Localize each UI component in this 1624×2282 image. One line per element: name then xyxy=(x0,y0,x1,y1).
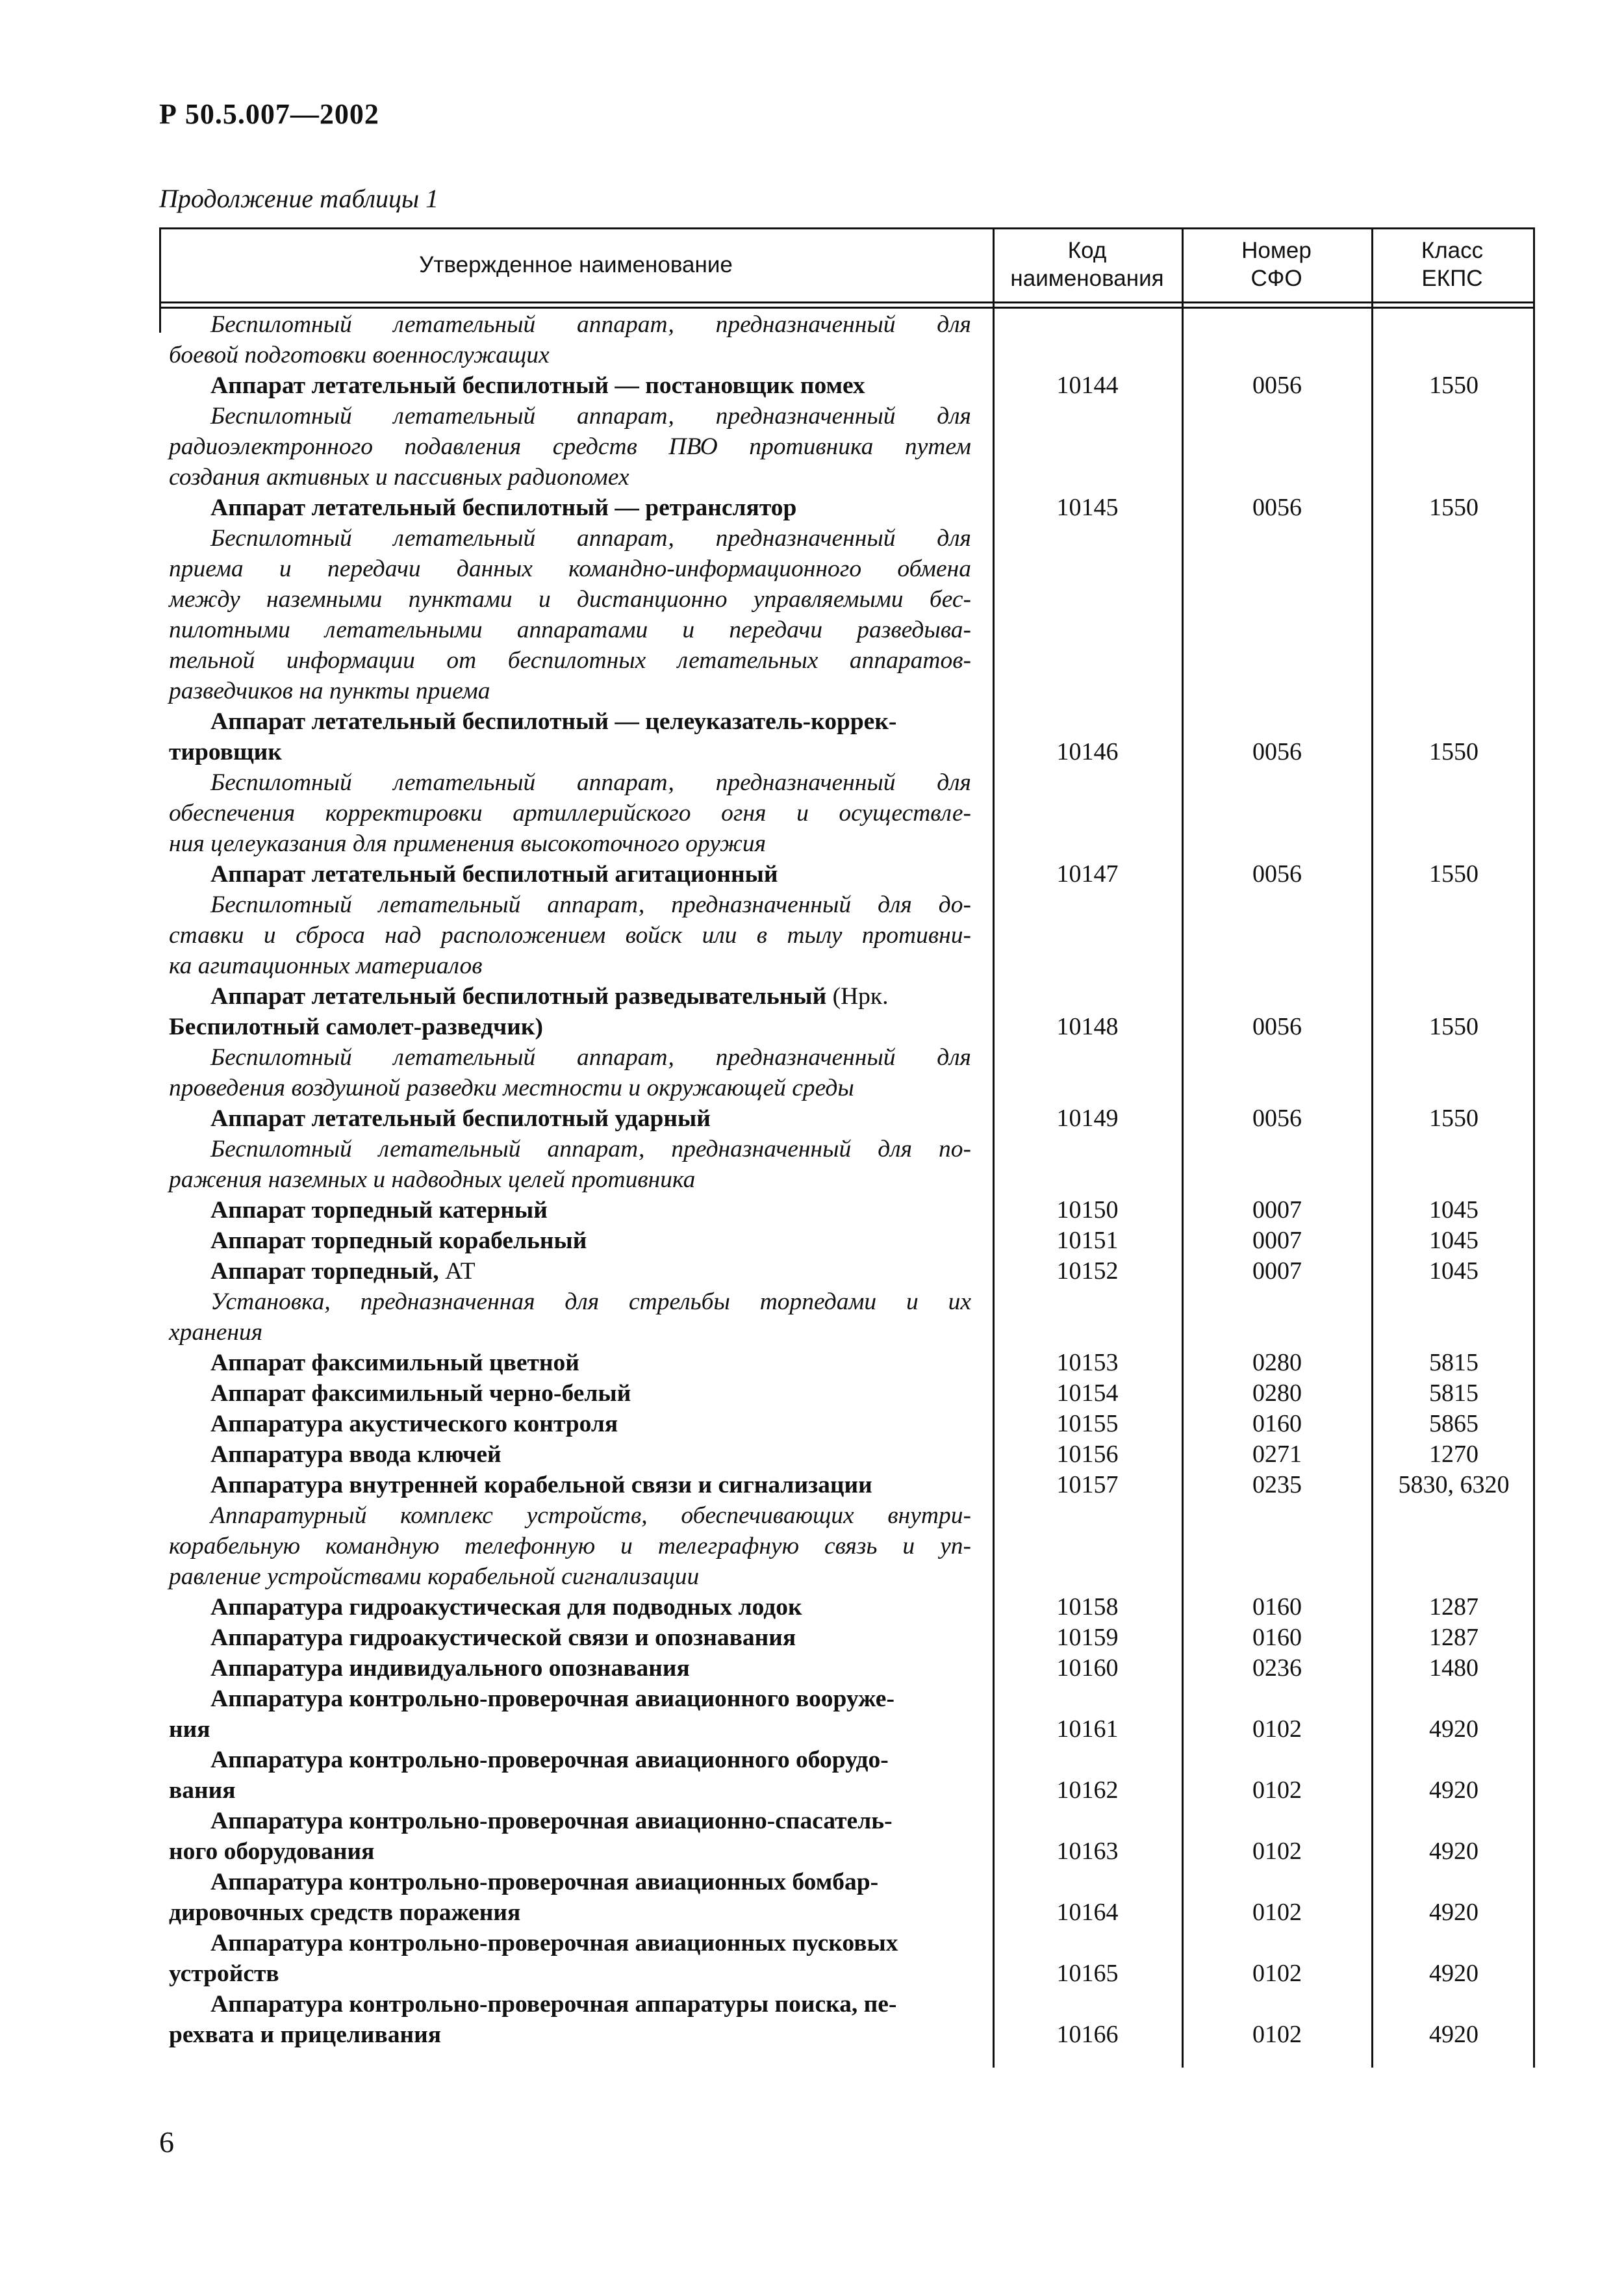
code-cell: 10156 xyxy=(1056,1441,1119,1468)
text-line: вания xyxy=(169,1777,236,1804)
term-row xyxy=(159,1195,1535,1225)
sfo-cell: 0102 xyxy=(1252,1960,1302,1987)
ekps-cell: 4920 xyxy=(1429,1838,1478,1865)
sfo-cell: 0160 xyxy=(1252,1624,1302,1651)
text-line: рехвата и прицеливания xyxy=(169,2021,441,2048)
text-line: Аппарат факсимильный цветной xyxy=(210,1350,579,1376)
text-line: Аппаратура контрольно-проверочная авиационного вооруже- xyxy=(210,1686,894,1712)
term-definition xyxy=(159,523,987,706)
ekps-cell: 1550 xyxy=(1429,1105,1478,1132)
definition-row xyxy=(159,1134,1535,1195)
ekps-cell: 1550 xyxy=(1429,738,1478,765)
document-id: Р 50.5.007—2002 xyxy=(159,98,379,130)
sfo-cell: 0235 xyxy=(1252,1471,1302,1498)
sfo-cell: 0102 xyxy=(1252,1899,1302,1926)
text-line: хранения xyxy=(169,1319,263,1346)
term-name xyxy=(159,1867,987,1928)
ekps-cell: 5865 xyxy=(1429,1410,1478,1437)
ekps-cell: 1045 xyxy=(1429,1196,1478,1224)
term-row xyxy=(159,1989,1535,2050)
term-row xyxy=(159,706,1535,767)
ekps-cell: 5830, 6320 xyxy=(1398,1471,1510,1498)
table-body xyxy=(159,309,1535,2050)
text-line: ния целеуказания для применения высокоточного оружия xyxy=(169,830,767,857)
definition-row xyxy=(159,1287,1535,1348)
term-row xyxy=(159,493,1535,523)
term-note: АТ xyxy=(438,1258,476,1285)
sfo-cell: 0056 xyxy=(1252,860,1302,888)
term-row xyxy=(159,1684,1535,1745)
text-line: ния xyxy=(169,1716,210,1743)
term-definition xyxy=(159,1287,987,1348)
term-row xyxy=(159,1592,1535,1622)
term-row xyxy=(159,370,1535,401)
term-row xyxy=(159,1470,1535,1500)
sfo-cell: 0056 xyxy=(1252,738,1302,765)
term-name xyxy=(159,1989,987,2050)
definition-row xyxy=(159,309,1535,370)
text-line: тельной информации от беспилотных летательных аппаратов- xyxy=(169,647,971,674)
term-name xyxy=(159,493,987,523)
term-row xyxy=(159,1225,1535,1256)
sfo-cell: 0007 xyxy=(1252,1227,1302,1254)
ekps-cell: 4920 xyxy=(1429,1899,1478,1926)
text-line: Аппарат летательный беспилотный — постановщик помех xyxy=(210,372,865,399)
term-row xyxy=(159,1256,1535,1287)
term-row xyxy=(159,1653,1535,1684)
term-row xyxy=(159,1928,1535,1989)
text-line: устройств xyxy=(169,1960,279,1987)
definition-row xyxy=(159,523,1535,706)
code-cell: 10148 xyxy=(1056,1013,1119,1040)
definition-row xyxy=(159,1500,1535,1592)
ekps-cell: 1287 xyxy=(1429,1624,1478,1651)
text-line: Аппаратура контрольно-проверочная авиационных пусковых xyxy=(210,1930,898,1956)
text-line: Аппаратура контрольно-проверочная авиационных бомбар- xyxy=(210,1869,879,1895)
text-line: Аппарат летательный беспилотный — ретранслятор xyxy=(210,494,797,521)
sfo-cell: 0236 xyxy=(1252,1654,1302,1682)
code-cell: 10151 xyxy=(1056,1227,1119,1254)
sfo-cell: 0102 xyxy=(1252,2021,1302,2048)
term-name xyxy=(159,706,987,767)
ekps-cell: 4920 xyxy=(1429,1715,1478,1743)
text-line: Беспилотный летательный аппарат, предназначенный для xyxy=(210,1044,971,1071)
text-line: создания активных и пассивных радиопомех xyxy=(169,464,629,491)
ekps-cell: 5815 xyxy=(1429,1349,1478,1376)
text-line: Аппарат торпедный катерный xyxy=(210,1197,548,1224)
column-header-sfo: Номер СФО xyxy=(1241,238,1312,291)
ekps-cell: 1550 xyxy=(1429,1013,1478,1040)
term-name xyxy=(159,1745,987,1806)
definition-row xyxy=(159,767,1535,859)
text-line: Установка, предназначенная для стрельбы торпедами и их xyxy=(210,1288,971,1315)
term-definition xyxy=(159,1134,987,1195)
code-cell: 10149 xyxy=(1056,1105,1119,1132)
definition-row xyxy=(159,890,1535,981)
term-row xyxy=(159,1806,1535,1867)
term-row xyxy=(159,859,1535,890)
text-line: Аппарат летательный беспилотный агитационный xyxy=(210,861,778,888)
sfo-cell: 0102 xyxy=(1252,1776,1302,1804)
text-line: проведения воздушной разведки местности и окружающей среды xyxy=(169,1075,854,1101)
text-line: Беспилотный летательный аппарат, предназначенный для xyxy=(210,403,971,429)
text-line: ставки и сброса над расположением войск или в тылу противни- xyxy=(169,922,971,949)
sfo-cell: 0160 xyxy=(1252,1410,1302,1437)
code-cell: 10155 xyxy=(1056,1410,1119,1437)
ekps-cell: 1270 xyxy=(1429,1441,1478,1468)
text-line: Аппарат летательный беспилотный ударный xyxy=(210,1105,711,1132)
text-line: Аппаратура гидроакустическая для подводных лодок xyxy=(210,1594,802,1621)
text-line: Аппаратура гидроакустической связи и опознавания xyxy=(210,1624,796,1651)
text-line: боевой подготовки военнослужащих xyxy=(169,342,550,368)
ekps-cell: 5815 xyxy=(1429,1379,1478,1407)
term-name xyxy=(159,1195,987,1225)
sfo-cell: 0056 xyxy=(1252,372,1302,399)
code-cell: 10145 xyxy=(1056,494,1119,521)
ekps-cell: 1550 xyxy=(1429,372,1478,399)
text-line: разведчиков на пункты приема xyxy=(169,678,490,704)
text-line: пилотными летательными аппаратами и передачи разведыва- xyxy=(169,617,971,643)
term-row xyxy=(159,981,1535,1042)
text-line: корабельную командную телефонную и телеграфную связь и уп- xyxy=(169,1533,971,1559)
term-row xyxy=(159,1745,1535,1806)
term-name xyxy=(159,1806,987,1867)
term-name xyxy=(159,1622,987,1653)
term-name xyxy=(159,1592,987,1622)
header-bottom-border xyxy=(159,301,1535,303)
term-note: (Нрк. xyxy=(826,983,889,1010)
text-line: Аппарат факсимильный черно-белый xyxy=(210,1380,631,1407)
text-line: Аппарат торпедный корабельный xyxy=(210,1227,587,1254)
term-definition xyxy=(159,890,987,981)
text-line: приема и передачи данных командно-информационного обмена xyxy=(169,556,971,582)
term-name xyxy=(159,1225,987,1256)
text-line: Аппаратурный комплекс устройств, обеспечивающих внутри- xyxy=(210,1502,971,1529)
term-name xyxy=(159,1348,987,1378)
sfo-cell: 0102 xyxy=(1252,1715,1302,1743)
text-line: равление устройствами корабельной сигнализации xyxy=(169,1563,700,1590)
text-line: Аппаратура индивидуального опознавания xyxy=(210,1655,690,1682)
sfo-cell: 0056 xyxy=(1252,494,1302,521)
sfo-cell: 0271 xyxy=(1252,1441,1302,1468)
text-line: Аппаратура акустического контроля xyxy=(210,1411,618,1437)
ekps-cell: 1287 xyxy=(1429,1593,1478,1621)
code-cell: 10161 xyxy=(1056,1715,1119,1743)
column-header-code: Код наименования xyxy=(1010,238,1164,291)
text-line: тировщик xyxy=(169,739,282,765)
column-header-name: Утвержденное наименование xyxy=(419,251,733,277)
text-line: Беспилотный летательный аппарат, предназначенный для xyxy=(210,311,971,338)
term-definition xyxy=(159,1500,987,1592)
ekps-cell: 1550 xyxy=(1429,860,1478,888)
code-cell: 10164 xyxy=(1056,1899,1119,1926)
column-header-ekps: Класс ЕКПС xyxy=(1421,238,1484,291)
text-line: ражения наземных и надводных целей противника xyxy=(169,1166,696,1193)
term-name xyxy=(159,1256,987,1287)
ekps-cell: 4920 xyxy=(1429,1776,1478,1804)
text-line: Аппаратура контрольно-проверочная авиационно-спасатель- xyxy=(210,1808,893,1834)
text-line: Аппаратура внутренней корабельной связи и сигнализации xyxy=(210,1472,872,1498)
page-number: 6 xyxy=(159,2125,174,2159)
text-line: дировочных средств поражения xyxy=(169,1899,521,1926)
code-cell: 10160 xyxy=(1056,1654,1119,1682)
code-cell: 10154 xyxy=(1056,1379,1119,1407)
code-cell: 10162 xyxy=(1056,1776,1119,1804)
code-cell: 10146 xyxy=(1056,738,1119,765)
term-row xyxy=(159,1622,1535,1653)
terms-table xyxy=(159,227,1535,2068)
code-cell: 10157 xyxy=(1056,1471,1119,1498)
term-name xyxy=(159,1103,987,1134)
definition-row xyxy=(159,401,1535,493)
sfo-cell: 0007 xyxy=(1252,1257,1302,1285)
text-line: Аппаратура контрольно-проверочная аппаратуры поиска, пе- xyxy=(210,1991,897,2018)
sfo-cell: 0280 xyxy=(1252,1349,1302,1376)
ekps-cell: 1045 xyxy=(1429,1257,1478,1285)
term-name xyxy=(159,1409,987,1439)
text-line: ного оборудования xyxy=(169,1838,375,1865)
term-name xyxy=(159,1470,987,1500)
term-row xyxy=(159,1103,1535,1134)
term-row xyxy=(159,1439,1535,1470)
sfo-cell: 0102 xyxy=(1252,1838,1302,1865)
ekps-cell: 4920 xyxy=(1429,2021,1478,2048)
term-name xyxy=(159,370,987,401)
text-line: Беспилотный летательный аппарат, предназначенный для xyxy=(210,769,971,796)
term-definition xyxy=(159,309,987,370)
code-cell: 10147 xyxy=(1056,860,1119,888)
text-line: ка агитационных материалов xyxy=(169,953,483,979)
sfo-cell: 0007 xyxy=(1252,1196,1302,1224)
text-line: Аппарат летательный беспилотный — целеуказатель-коррек- xyxy=(210,708,897,735)
table-caption: Продолжение таблицы 1 xyxy=(159,184,439,213)
term-row xyxy=(159,1348,1535,1378)
code-cell: 10152 xyxy=(1056,1257,1119,1285)
ekps-cell: 1480 xyxy=(1429,1654,1478,1682)
sfo-cell: 0056 xyxy=(1252,1013,1302,1040)
text-line: между наземными пунктами и дистанционно управляемыми бес- xyxy=(169,586,971,613)
term-definition xyxy=(159,1042,987,1103)
code-cell: 10158 xyxy=(1056,1593,1119,1621)
term-name xyxy=(159,1378,987,1409)
code-cell: 10163 xyxy=(1056,1838,1119,1865)
term-row xyxy=(159,1867,1535,1928)
ekps-cell: 1550 xyxy=(1429,494,1478,521)
text-line: Аппаратура ввода ключей xyxy=(210,1441,501,1468)
term-row xyxy=(159,1378,1535,1409)
code-cell: 10159 xyxy=(1056,1624,1119,1651)
ekps-cell: 4920 xyxy=(1429,1960,1478,1987)
term-name xyxy=(159,859,987,890)
text-line: Беспилотный летательный аппарат, предназначенный для xyxy=(210,525,971,552)
term-row xyxy=(159,1409,1535,1439)
term-definition xyxy=(159,767,987,859)
header-double-border xyxy=(159,307,1535,309)
code-cell: 10144 xyxy=(1056,372,1119,399)
term-name xyxy=(159,1684,987,1745)
definition-row xyxy=(159,1042,1535,1103)
text-line: Беспилотный летательный аппарат, предназначенный для по- xyxy=(210,1136,971,1162)
sfo-cell: 0280 xyxy=(1252,1379,1302,1407)
sfo-cell: 0160 xyxy=(1252,1593,1302,1621)
code-cell: 10150 xyxy=(1056,1196,1119,1224)
term-definition xyxy=(159,401,987,493)
text-line: обеспечения корректировки артиллерийского огня и осуществле- xyxy=(169,800,971,827)
term-name xyxy=(159,981,987,1042)
text-line: Беспилотный летательный аппарат, предназначенный для до- xyxy=(210,891,971,918)
term-name xyxy=(159,1653,987,1684)
ekps-cell: 1045 xyxy=(1429,1227,1478,1254)
text-line: радиоэлектронного подавления средств ПВО противника путем xyxy=(169,433,971,460)
text-line: Аппаратура контрольно-проверочная авиационного оборудо- xyxy=(210,1747,889,1773)
term-name xyxy=(159,1439,987,1470)
code-cell: 10165 xyxy=(1056,1960,1119,1987)
term-name xyxy=(159,1928,987,1989)
text-line: Аппарат летательный беспилотный разведывательный xyxy=(210,983,827,1010)
text-line: Беспилотный самолет-разведчик) xyxy=(169,1014,543,1040)
code-cell: 10166 xyxy=(1056,2021,1119,2048)
code-cell: 10153 xyxy=(1056,1349,1119,1376)
text-line: Аппарат торпедный, xyxy=(210,1258,439,1285)
sfo-cell: 0056 xyxy=(1252,1105,1302,1132)
